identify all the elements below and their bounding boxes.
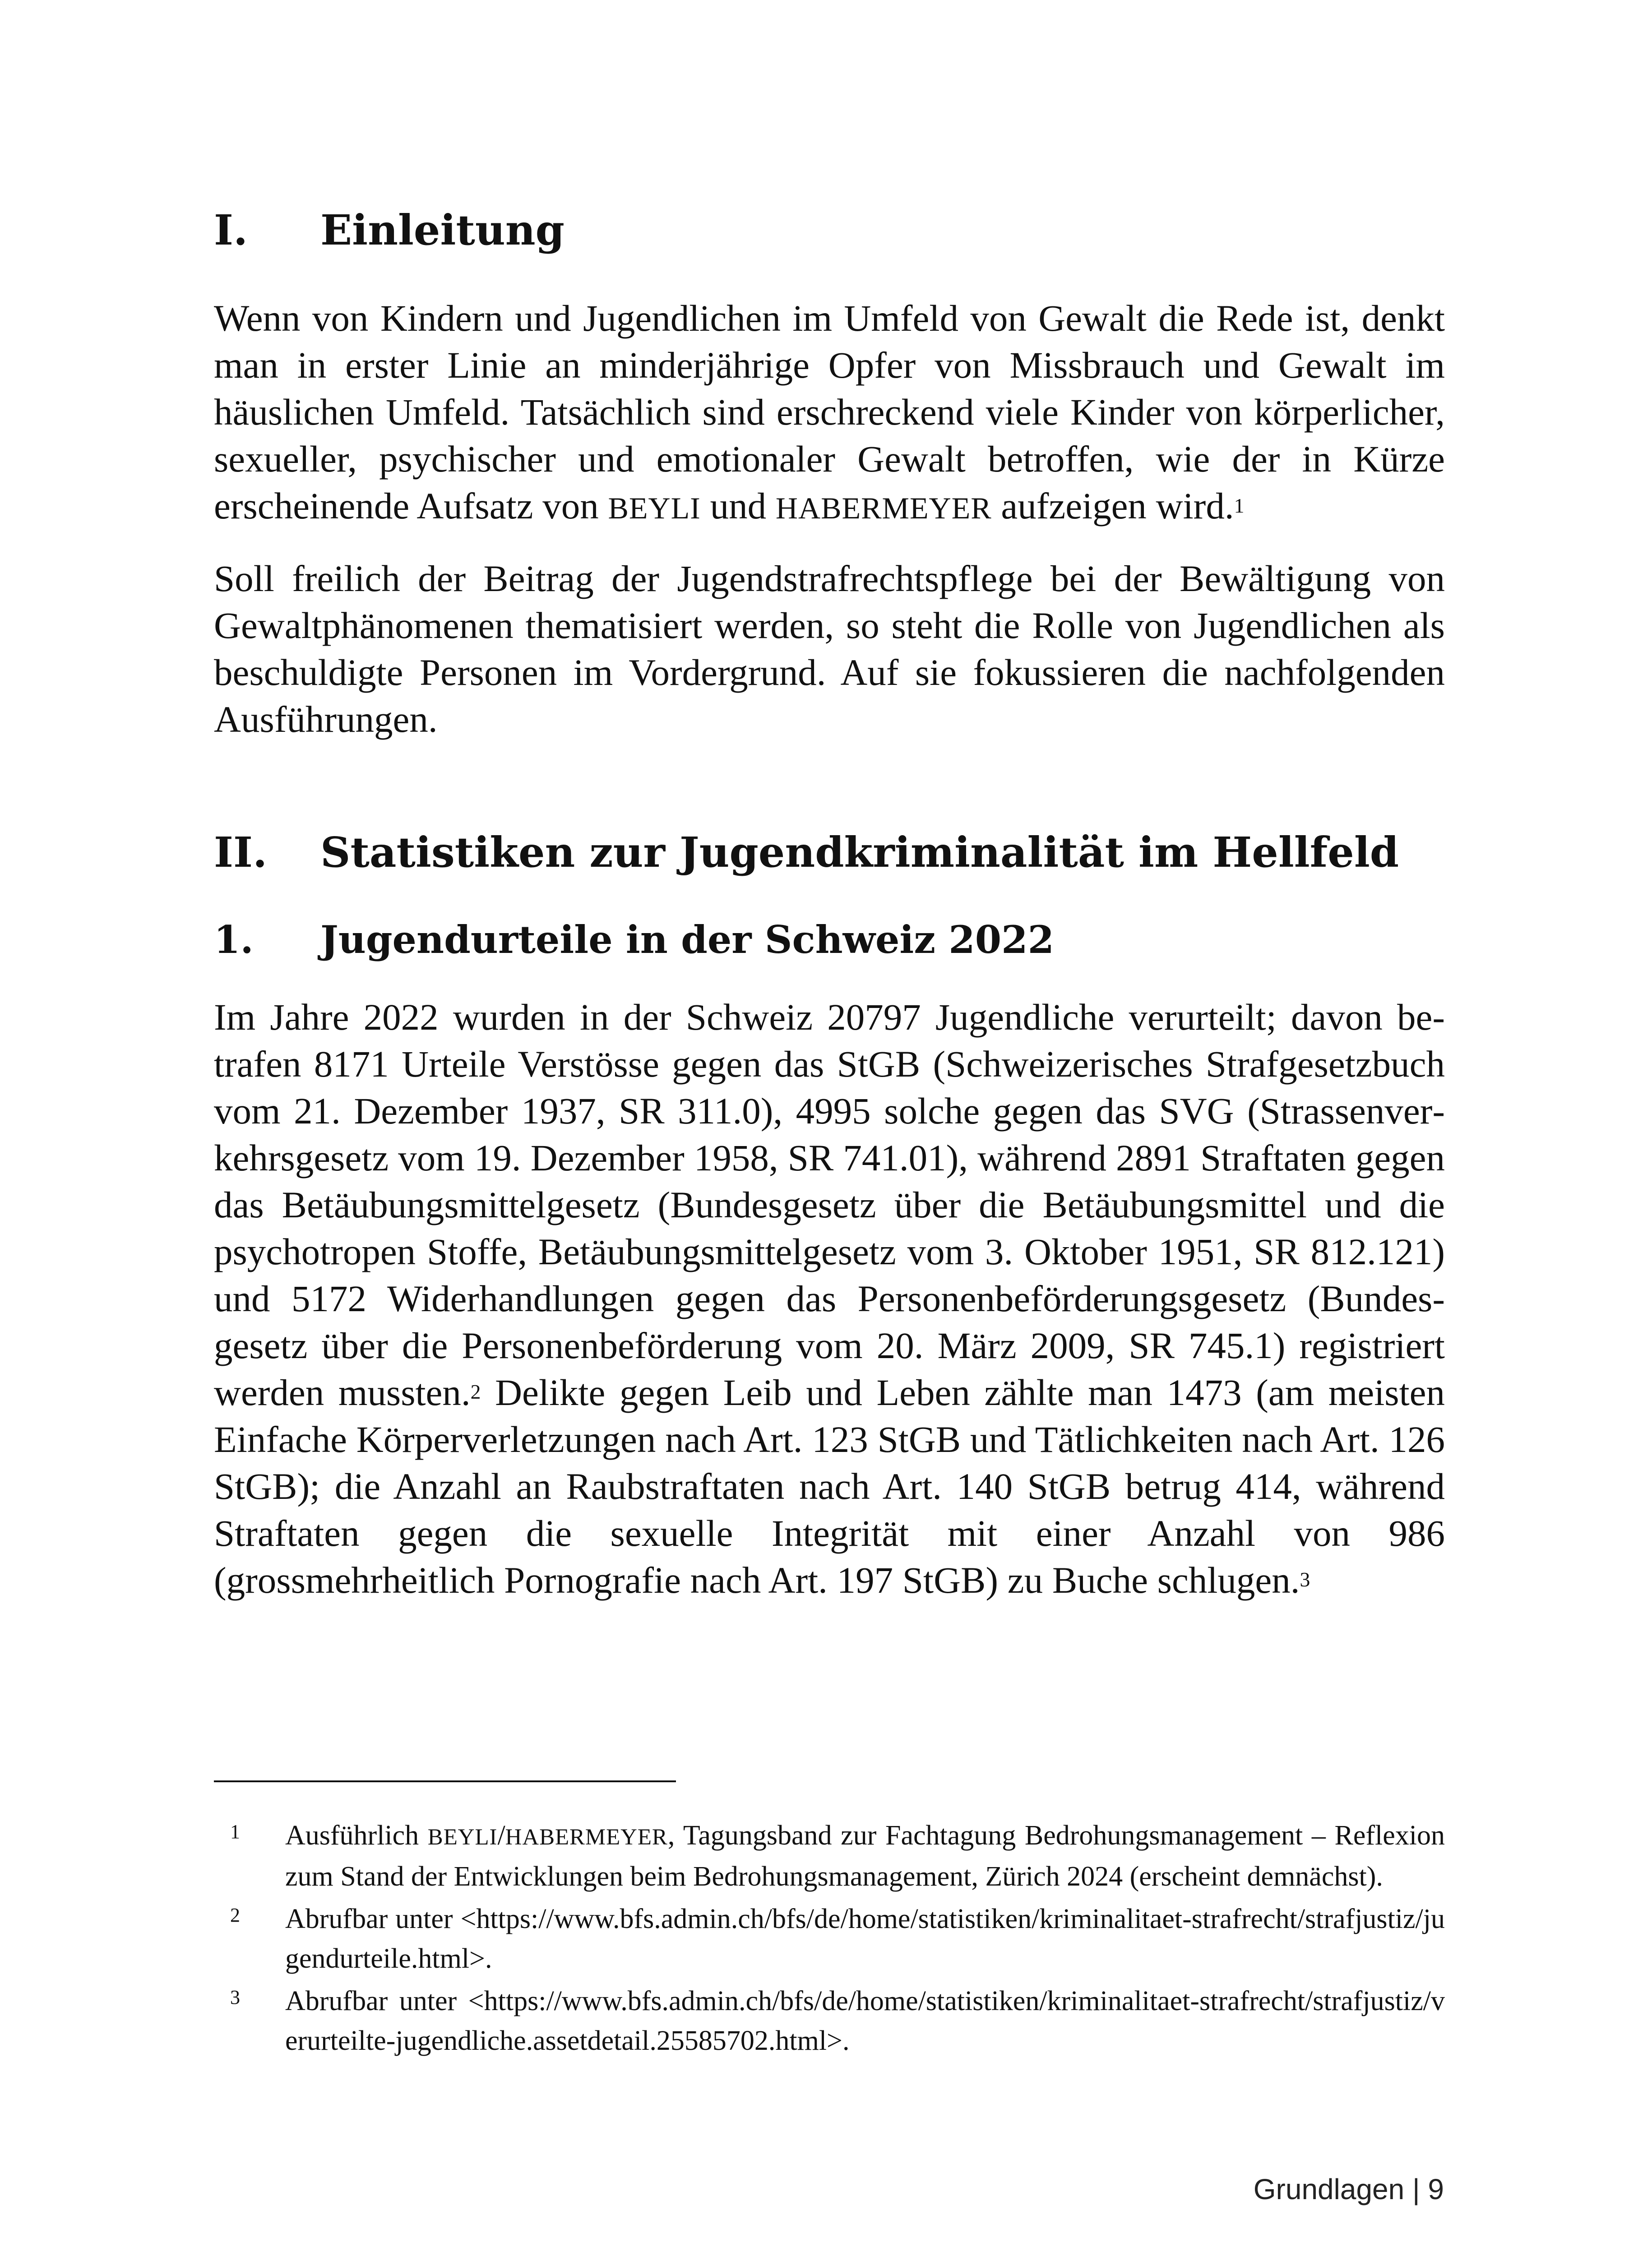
paragraph-intro-1 — [214, 295, 1445, 532]
paragraph-text: Soll freilich der Beitrag der Jugendstrafrechtspflege bei der Bewältigung von Gewaltphänomenen thematisiert werden, so steht die Rolle von Jugendlichen als beschuldigte Personen im Vordergrund. Auf sie fokussieren die nachfolgenden Ausführungen. — [214, 558, 1445, 740]
paragraph-statistics — [214, 994, 1445, 1604]
footnote-link[interactable]: Abrufbar unter <https://www.bfs.admin.ch/bfs/de/home/statistiken/kriminalitaet-strafrecht/strafjustiz/jugendurteile.html>. — [285, 1904, 1445, 1974]
footnote-3 — [214, 1981, 1445, 2061]
section-heading-statistiken — [214, 828, 1445, 877]
subsection-title: Jugendurteile in der Schweiz 2022 — [320, 917, 1055, 962]
section-title: Einleitung — [320, 206, 565, 254]
paragraph-text: Im Jahre 2022 wurden in der Schweiz 20797 Jugendliche verurteilt; davon betrafen 8171 Urteile Verstösse gegen das StGB (Schweizerisches Strafgesetzbuch vom 21. Dezember 1937, SR 311.0), 4995 solche gegen das SVG (Strassenverkehrsgesetz vom 19. Dezember 1958, SR 741.01), während 2891 Straftaten gegen das Betäubungsmittelgesetz (Bundesgesetz über die Betäubungsmittel und die psychotropen Stoffe, Betäubungsmittelgesetz vom 3. Oktober 1951, SR 812.121) und 5172 Widerhandlungen gegen das Personenbeförderungsgesetz (Bundesgesetz über die Personenbeförderung vom 20. März 2009, SR 745.1) registriert werden mussten. — [214, 996, 1445, 1413]
section-title: Statistiken zur Jugendkriminalität im Hellfeld — [320, 828, 1399, 877]
footnote-2 — [214, 1899, 1445, 1979]
paragraph-text: Wenn von Kindern und Jugendlichen im Umfeld von Gewalt die Rede ist, denkt man in erster Linie an minderjährige Opfer von Missbrauch und Gewalt im häuslichen Umfeld. Tatsächlich sind erschreckend viele Kinder von körperlicher, sexueller, psychischer und emotionaler Gewalt betroffen, wie der in Kürze erscheinende Aufsatz von — [214, 297, 1445, 527]
footnote-ref-3[interactable]: 3 — [1300, 1567, 1310, 1591]
subsection-heading-jugendurteile — [214, 917, 1445, 963]
footnote-text: Ausführlich — [285, 1820, 428, 1851]
main-content — [214, 205, 1445, 1604]
footnote-number: 3 — [230, 1986, 240, 2008]
paragraph-text: aufzeigen wird. — [991, 485, 1234, 527]
author-name: HABERMEYER — [505, 1824, 668, 1849]
footnote-ref-1[interactable]: 1 — [1234, 494, 1245, 517]
footnote-link[interactable]: Abrufbar unter <https://www.bfs.admin.ch/bfs/de/home/statistiken/kriminalitaet-strafrecht/strafjustiz/verurteilte-jugendliche.assetdetail.25585702.html>. — [285, 1986, 1445, 2056]
section-number: I. — [214, 206, 248, 254]
footnote-text: / — [497, 1820, 505, 1851]
subsection-number: 1. — [214, 917, 254, 962]
paragraph-text: und — [700, 485, 776, 527]
page-footer: Grundlagen | 9 — [1253, 2173, 1444, 2205]
paragraph-text: Delikte gegen Leib und Leben zählte man 1473 (am meisten Einfache Körperverletzungen nach Art. 123 StGB und Tätlichkeiten nach Art. 126 StGB); die Anzahl an Raubstraftaten nach Art. 140 StGB betrug 414, während Straftaten gegen die sexuelle Integrität mit einer Anzahl von 986 (grossmehrheitlich Pornografie nach Art. 197 StGB) zu Buche schlugen. — [214, 1371, 1445, 1601]
author-name: HABERMEYER — [775, 491, 992, 526]
author-name: BEYLI — [608, 491, 701, 526]
section-number: II. — [214, 828, 268, 877]
author-name: BEYLI — [427, 1824, 498, 1849]
footnote-text: , Tagungsband zur Fachtagung Bedrohungsmanagement – Reflexion zum Stand der Entwicklungen beim Bedrohungsmanagement, Zürich 2024 (erscheint demnächst). — [285, 1820, 1445, 1892]
section-heading-einleitung — [214, 205, 1445, 255]
footnote-1 — [214, 1816, 1445, 1896]
footnote-number: 2 — [230, 1904, 240, 1926]
paragraph-intro-2 — [214, 555, 1445, 743]
footnotes — [214, 1816, 1445, 2063]
footnote-separator — [214, 1780, 676, 1782]
footnote-ref-2[interactable]: 2 — [470, 1380, 481, 1403]
footnote-number: 1 — [230, 1821, 240, 1843]
